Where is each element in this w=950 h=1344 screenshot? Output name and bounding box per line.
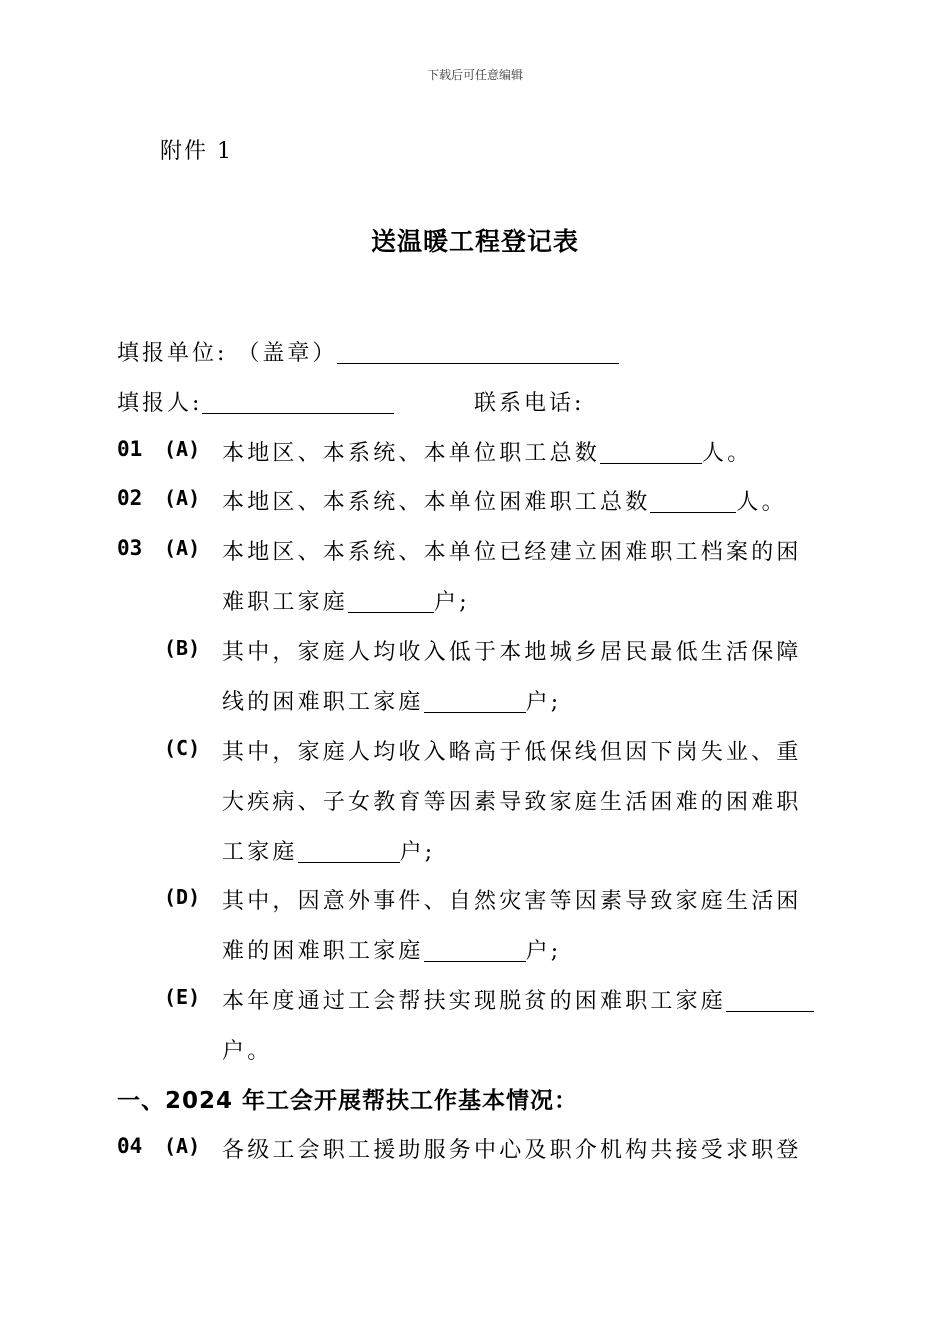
filler-row: [117, 386, 394, 417]
item-sub: (C): [164, 736, 201, 760]
fill-unit-row: [117, 336, 619, 367]
item-sub: (D): [164, 885, 201, 909]
item-03d-line1: 其中，因意外事件、自然灾害等因素导致家庭生活困: [222, 889, 802, 914]
page-header: 下载后可任意编辑: [426, 68, 523, 82]
section-title: 一、2024 年工会开展帮扶工作基本情况：: [117, 1088, 579, 1114]
item-01-blank[interactable]: [600, 441, 702, 464]
item-03d-blank[interactable]: [424, 939, 526, 962]
item-02-text: 本地区、本系统、本单位困难职工总数 人。: [222, 490, 787, 515]
item-03b-line1: 其中，家庭人均收入低于本地城乡居民最低生活保障: [222, 640, 802, 665]
item-01-text: 本地区、本系统、本单位职工总数 人。: [222, 441, 753, 466]
item-03c-line3: 工家庭 户;: [222, 840, 436, 865]
item-num: 03: [117, 536, 143, 560]
phone-label: 联系电话:: [474, 391, 585, 416]
attachment-label: 附件 1: [160, 139, 233, 164]
item-num: 02: [117, 486, 143, 510]
item-sub: (E): [164, 985, 201, 1009]
item-num: 01: [117, 437, 143, 461]
item-sub: (A): [164, 536, 201, 560]
item-sub: (B): [164, 636, 201, 660]
item-03e-line1: 本年度通过工会帮扶实现脱贫的困难职工家庭: [222, 984, 814, 1015]
filler-blank[interactable]: [202, 391, 394, 414]
item-03a-line2: 难职工家庭 户;: [222, 590, 470, 615]
item-03e-blank[interactable]: [726, 989, 814, 1012]
item-num: 04: [117, 1134, 143, 1158]
item-03b-blank[interactable]: [424, 690, 526, 713]
item-sub: (A): [164, 486, 201, 510]
fill-unit-label: 填报单位: （盖章）: [117, 341, 338, 366]
item-03a-blank[interactable]: [348, 590, 434, 613]
item-03b-line2: 线的困难职工家庭 户;: [222, 690, 562, 715]
item-03a-line1: 本地区、本系统、本单位已经建立困难职工档案的困: [222, 540, 802, 565]
item-03e-line2: 户。: [222, 1039, 273, 1064]
item-sub: (A): [164, 1134, 201, 1158]
form-title: 送温暖工程登记表: [370, 227, 579, 256]
item-03c-line1: 其中，家庭人均收入略高于低保线但因下岗失业、重: [222, 740, 802, 765]
item-03c-blank[interactable]: [298, 840, 400, 863]
item-04-line1: 各级工会职工援助服务中心及职介机构共接受求职登: [222, 1138, 802, 1163]
item-03c-line2: 大疾病、子女教育等因素导致家庭生活困难的困难职: [222, 790, 802, 815]
filler-label: 填报人:: [117, 391, 203, 416]
fill-unit-blank[interactable]: [337, 341, 619, 364]
item-sub: (A): [164, 437, 201, 461]
item-03d-line2: 难的困难职工家庭 户;: [222, 939, 562, 964]
item-02-blank[interactable]: [650, 490, 736, 513]
